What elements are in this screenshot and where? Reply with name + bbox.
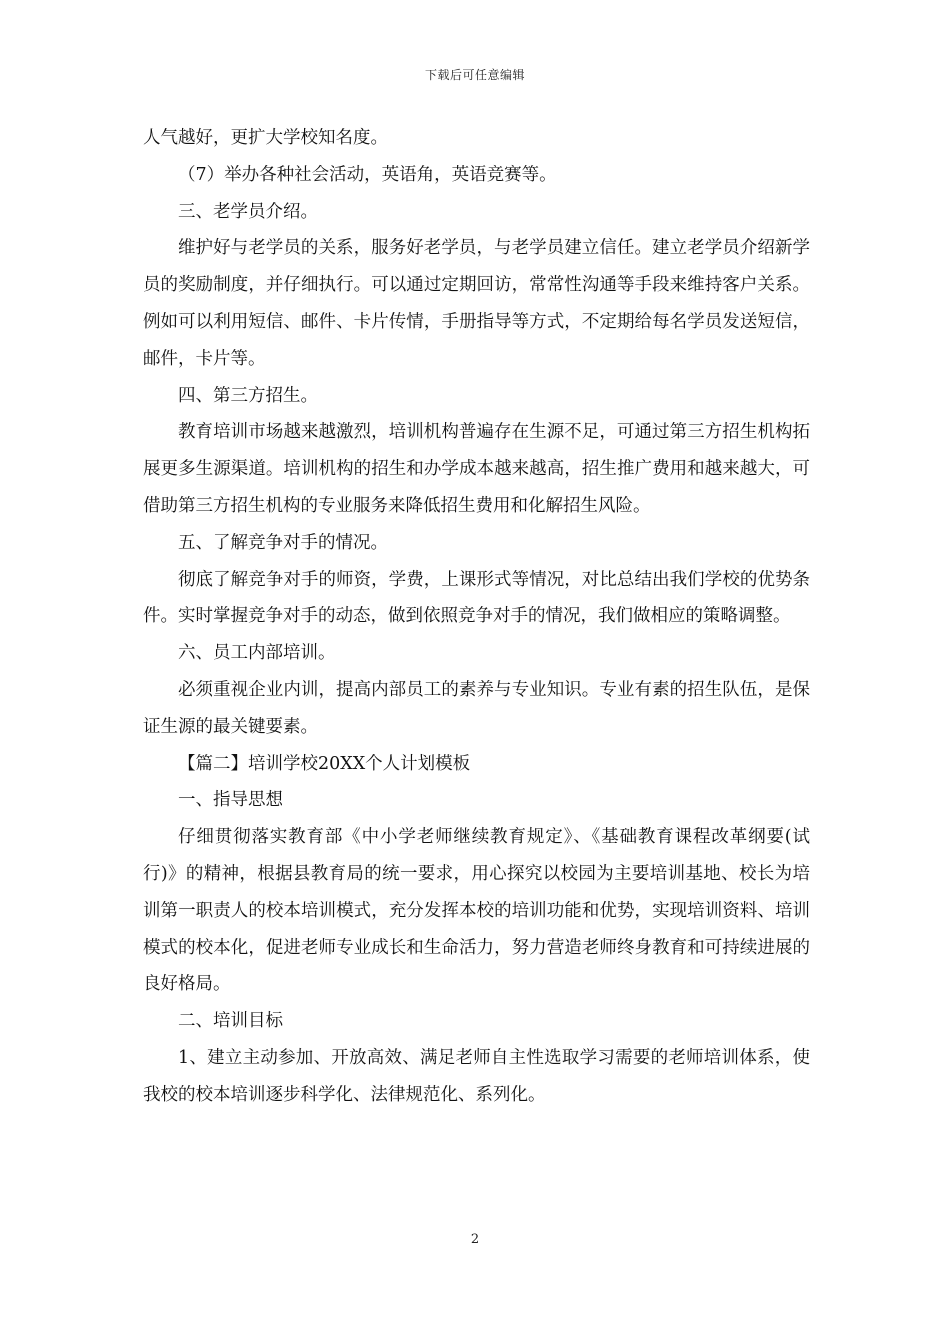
paragraph: 必须重视企业内训，提高内部员工的素养与专业知识。专业有素的招生队伍，是保证生源的最关键要素。 <box>143 679 810 737</box>
paragraph: 三、老学员介绍。 <box>178 201 318 222</box>
paragraph: 维护好与老学员的关系，服务好老学员，与老学员建立信任。建立老学员介绍新学员的奖励制度，并仔细执行。可以通过定期回访，常常性沟通等手段来维持客户关系。例如可以利用短信、邮件、卡片传情，手册指导等方式，不定期给每名学员发送短信，邮件，卡片等。 <box>143 238 810 369</box>
paragraph: 四、第三方招生。 <box>178 385 318 406</box>
paragraph: 彻底了解竞争对手的师资，学费，上课形式等情况，对比总结出我们学校的优势条件。实时掌握竞争对手的动态，做到依照竞争对手的情况，我们做相应的策略调整。 <box>143 569 810 627</box>
page-header: 下载后可任意编辑 <box>424 68 525 82</box>
paragraph: （7）举办各种社会活动，英语角，英语竞赛等。 <box>178 164 557 185</box>
paragraph: 人气越好，更扩大学校知名度。 <box>143 128 388 148</box>
paragraph: 二、培训目标 <box>178 1011 283 1032</box>
document-body <box>143 120 810 1114</box>
paragraph: 六、员工内部培训。 <box>178 643 336 664</box>
paragraph: 仔细贯彻落实教育部《中小学老师继续教育规定》、《基础教育课程改革纲要(试行)》的精神，根据县教育局的统一要求，用心探究以校园为主要培训基地、校长为培训第一职责人的校本培训模式，充分发挥本校的培训功能和优势，实现培训资料、培训模式的校本化，促进老师专业成长和生命活力，努力营造老师终身教育和可持续进展的良好格局。 <box>143 827 810 995</box>
paragraph: 【篇二】培训学校20XX个人计划模板 <box>178 753 471 774</box>
paragraph: 1、建立主动参加、开放高效、满足老师自主性选取学习需要的老师培训体系，使我校的校本培训逐步科学化、法律规范化、系列化。 <box>143 1047 810 1105</box>
paragraph: 一、指导思想 <box>178 790 283 811</box>
paragraph: 五、了解竞争对手的情况。 <box>178 532 388 553</box>
paragraph: 教育培训市场越来越激烈，培训机构普遍存在生源不足，可通过第三方招生机构拓展更多生源渠道。培训机构的招生和办学成本越来越高，招生推广费用和越来越大，可借助第三方招生机构的专业服务来降低招生费用和化解招生风险。 <box>143 422 810 516</box>
page-number: 2 <box>470 1232 480 1247</box>
